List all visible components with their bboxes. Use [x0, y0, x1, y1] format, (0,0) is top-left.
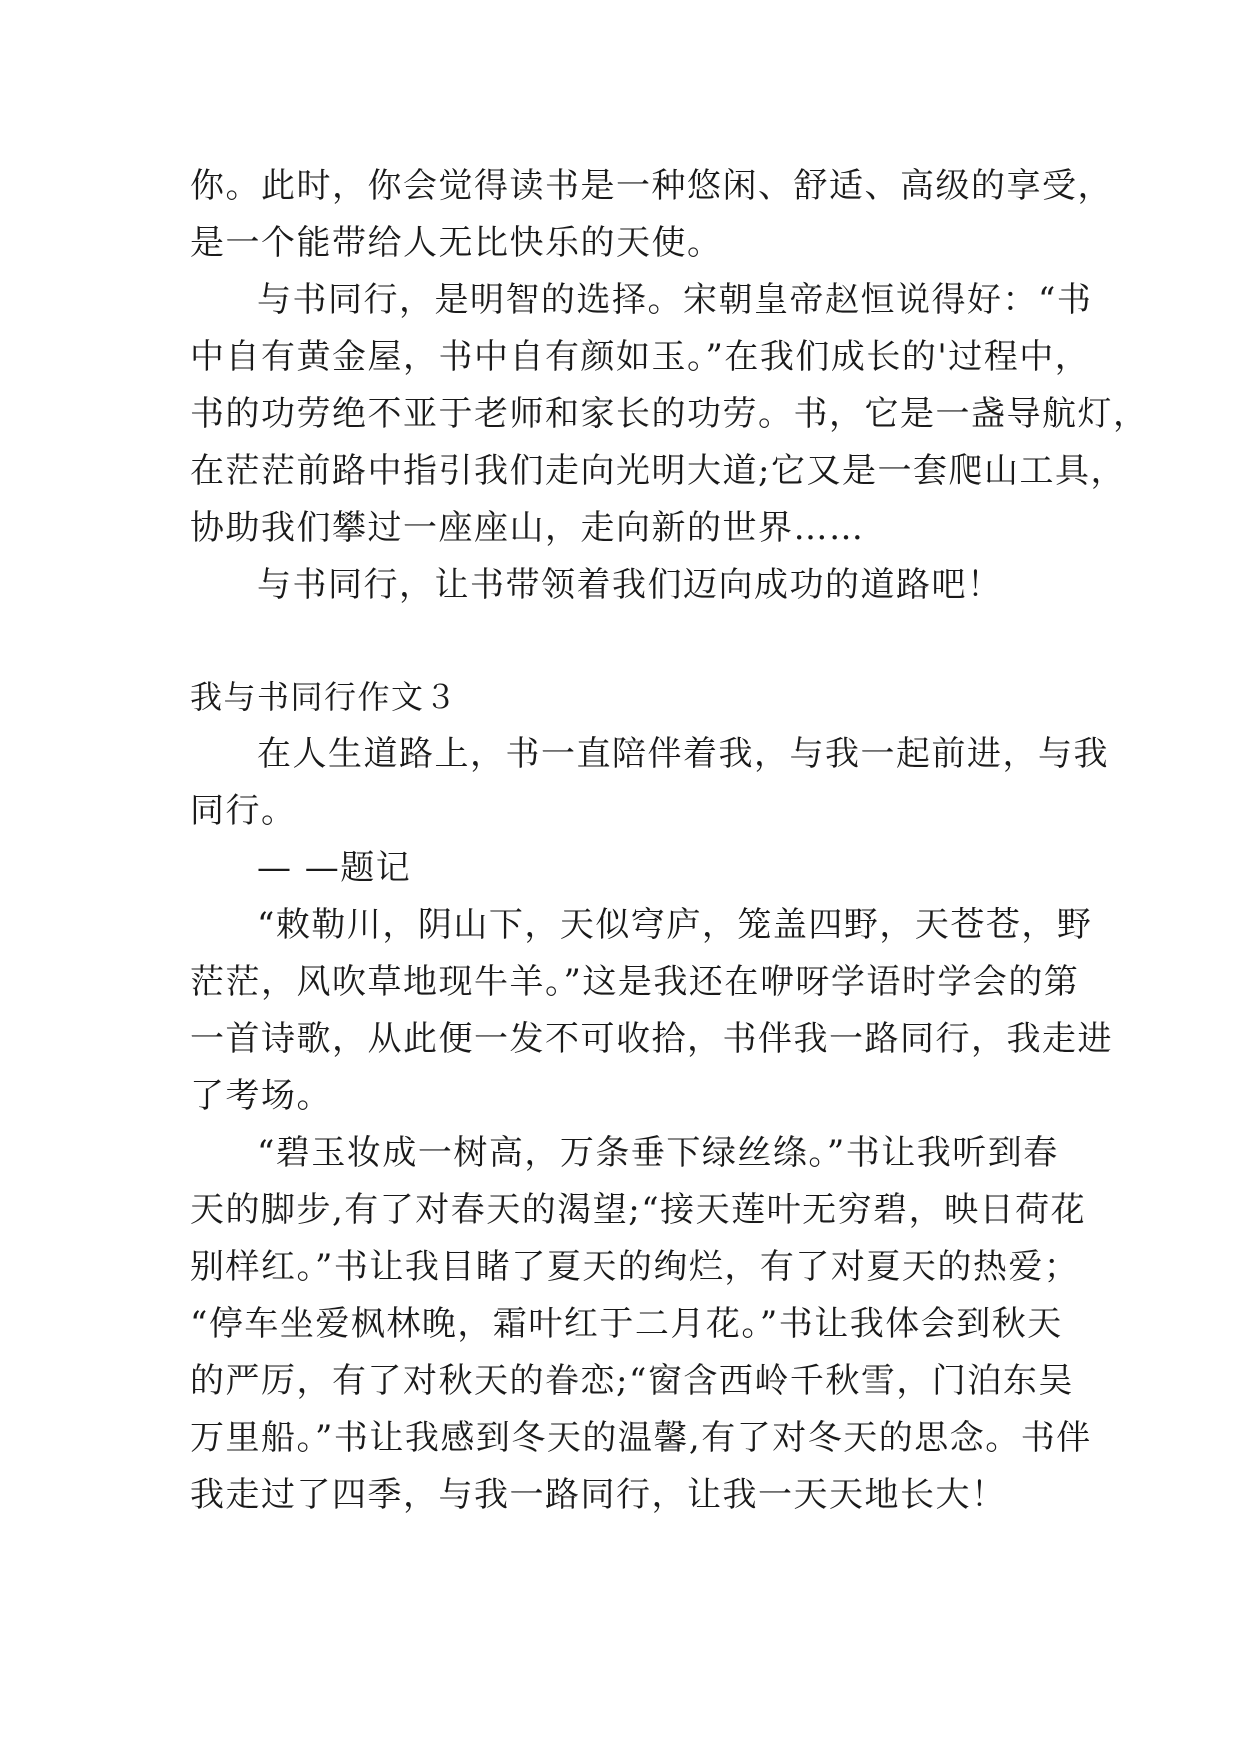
paragraph — [190, 158, 1113, 272]
text-line: 中自有黄金屋，书中自有颜如玉。”在我们成长的'过程中， — [190, 337, 1091, 377]
text-line: 天的脚步,有了对春天的渴望;“接天莲叶无穷碧，映日荷花 — [190, 1190, 1087, 1230]
paragraph — [190, 272, 1149, 557]
text-line: 了考场。 — [190, 1076, 332, 1116]
text-line: 茫茫，风吹草地现牛羊。”这是我还在咿呀学语时学会的第 — [190, 962, 1080, 1002]
text-line: 你。此时，你会觉得读书是一种悠闲、舒适、高级的享受， — [190, 166, 1113, 206]
text-line: 协助我们攀过一座座山，走向新的世界…… — [190, 508, 865, 548]
text-line: 在人生道路上，书一直陪伴着我，与我一起前进，与我 — [257, 734, 1109, 774]
text-line: 是一个能带给人无比快乐的天使。 — [190, 223, 723, 263]
text-line: 同行。 — [190, 791, 297, 831]
text-line: 书的功劳绝不亚于老师和家长的功劳。书，它是一盏导航灯， — [190, 394, 1149, 434]
text-line: “碧玉妆成一树高，万条垂下绿丝绦。”书让我听到春 — [257, 1133, 1059, 1173]
text-line: 与书同行，是明智的选择。宋朝皇帝赵恒说得好：“书 — [257, 280, 1093, 320]
text-line: 万里船。”书让我感到冬天的温馨,有了对冬天的思念。书伴 — [190, 1418, 1092, 1458]
text-line: 一首诗歌，从此便一发不可收拾，书伴我一路同行，我走进 — [190, 1019, 1113, 1059]
paragraph — [190, 557, 1060, 614]
text-line: 与书同行，让书带领着我们迈向成功的道路吧！ — [257, 565, 1003, 605]
text-line: 别样红。”书让我目睹了夏天的绚烂，有了对夏天的热爱； — [190, 1247, 1080, 1287]
text-line: “停车坐爱枫林晚，霜叶红于二月花。”书让我体会到秋天 — [190, 1304, 1063, 1344]
paragraph — [190, 1125, 1092, 1524]
paragraph — [190, 897, 1113, 1125]
epigraph — [190, 726, 1109, 897]
document-page — [190, 158, 1149, 1524]
text-line: 在茫茫前路中指引我们走向光明大道;它又是一套爬山工具， — [190, 451, 1126, 491]
text-line: “敕勒川，阴山下，天似穹庐，笼盖四野，天苍苍，野 — [257, 905, 1093, 945]
essay-heading: 我与书同行作文３ — [190, 678, 459, 716]
text-line: 我走过了四季，与我一路同行，让我一天天地长大！ — [190, 1475, 1007, 1515]
text-line: 的严厉，有了对秋天的眷恋;“窗含西岭千秋雪，门泊东吴 — [190, 1361, 1074, 1401]
epigraph-attribution: — —题记 — [257, 848, 412, 888]
